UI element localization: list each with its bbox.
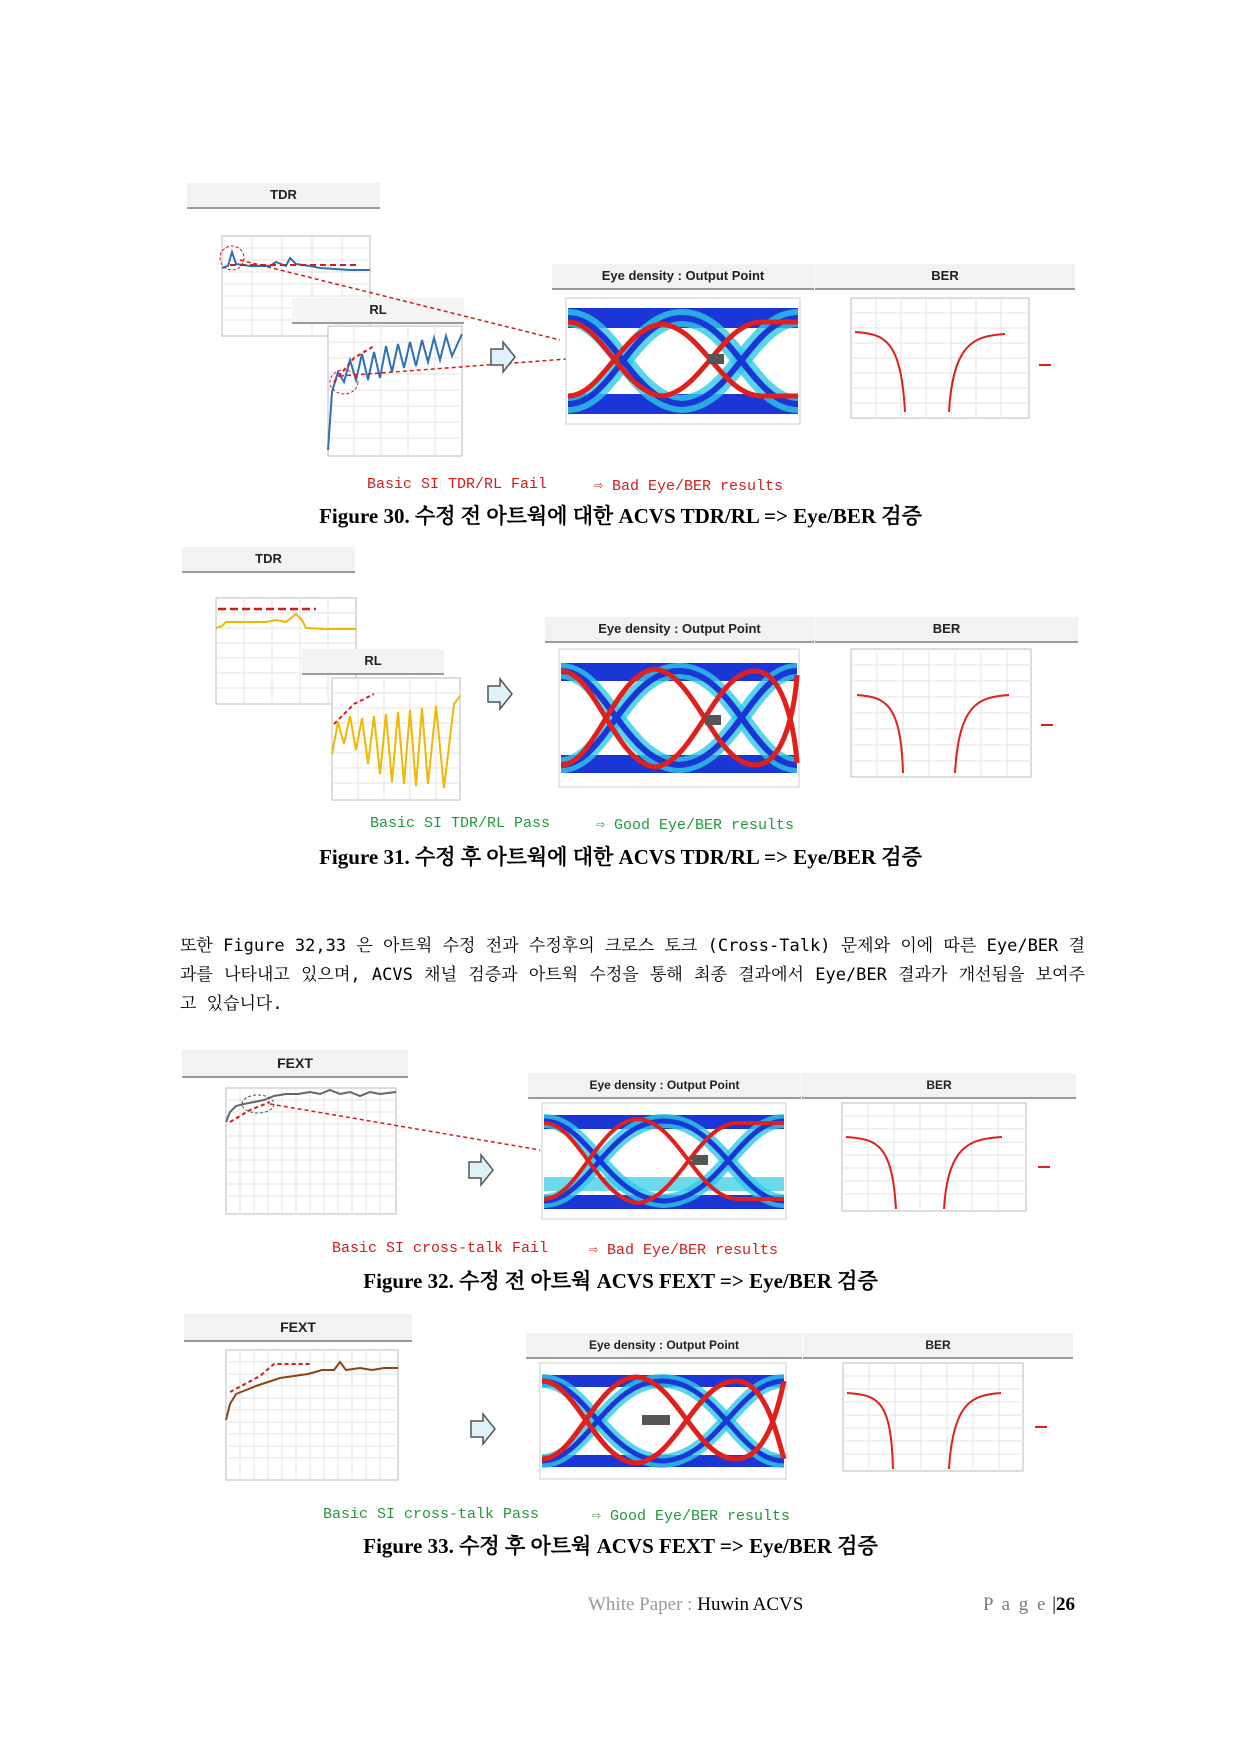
rl-panel-title: RL bbox=[292, 298, 464, 324]
footer-label: White Paper : bbox=[588, 1594, 698, 1615]
page-label: P a g e bbox=[983, 1594, 1048, 1615]
ber-panel-title: BER bbox=[815, 617, 1078, 643]
page-number: 26 bbox=[1056, 1594, 1076, 1615]
ber-panel-title: BER bbox=[815, 264, 1075, 290]
right-arrow-icon bbox=[469, 1412, 497, 1446]
footer-doc-title bbox=[588, 1594, 803, 1616]
eye-panel-title: Eye density : Output Point bbox=[552, 264, 814, 290]
eye-panel-title: Eye density : Output Point bbox=[528, 1073, 801, 1099]
eye-panel-title: Eye density : Output Point bbox=[526, 1333, 802, 1359]
status-pass-label: Basic SI cross-talk Pass bbox=[323, 1506, 540, 1523]
status-result-label: ⇨ Bad Eye/BER results bbox=[589, 1242, 779, 1259]
eye-diagram bbox=[526, 1359, 802, 1493]
footer-page bbox=[983, 1594, 1075, 1616]
status-fail-label: Basic SI TDR/RL Fail bbox=[367, 476, 548, 493]
figure-caption: Figure 32. 수정 전 아트웍 ACVS FEXT => Eye/BER 검증 bbox=[363, 1269, 878, 1293]
ber-chart bbox=[803, 1359, 1073, 1493]
fext-panel-title: FEXT bbox=[182, 1050, 408, 1078]
status-result-label: ⇨ Good Eye/BER results bbox=[592, 1508, 791, 1525]
rl-panel-title: RL bbox=[302, 649, 444, 675]
figure-caption: Figure 31. 수정 후 아트웍에 대한 ACVS TDR/RL => Eye/BER 검증 bbox=[319, 845, 922, 869]
page-separator: | bbox=[1052, 1594, 1057, 1615]
eye-panel-title: Eye density : Output Point bbox=[545, 617, 814, 643]
figure-caption: Figure 30. 수정 전 아트웍에 대한 ACVS TDR/RL => Eye/BER 검증 bbox=[319, 504, 922, 528]
body-paragraph: 또한 Figure 32,33 은 아트웍 수정 전과 수정후의 크로스 토크 (Cross-Talk) 문제와 이에 따른 Eye/BER 결과를 나타내고 있으며, ACVS 채널 검증과 아트웍 수정을 통해 최종 결과에서 Eye/BER 결과가 개선됨을 보여주고 있습니다. bbox=[180, 936, 1085, 1014]
status-result-label: ⇨ Bad Eye/BER results bbox=[594, 478, 784, 495]
figure-caption: Figure 33. 수정 후 아트웍 ACVS FEXT => Eye/BER 검증 bbox=[363, 1534, 878, 1558]
ber-panel-title: BER bbox=[803, 1333, 1073, 1359]
tdr-panel-title: TDR bbox=[187, 183, 380, 209]
status-fail-label: Basic SI cross-talk Fail bbox=[332, 1240, 549, 1257]
fext-chart bbox=[190, 1344, 404, 1498]
status-result-label: ⇨ Good Eye/BER results bbox=[596, 817, 795, 834]
ber-panel-title: BER bbox=[802, 1073, 1076, 1099]
tdr-panel-title: TDR bbox=[182, 547, 355, 573]
status-pass-label: Basic SI TDR/RL Pass bbox=[370, 815, 551, 832]
footer-product: Huwin ACVS bbox=[697, 1594, 804, 1615]
fext-panel-title: FEXT bbox=[184, 1314, 412, 1342]
